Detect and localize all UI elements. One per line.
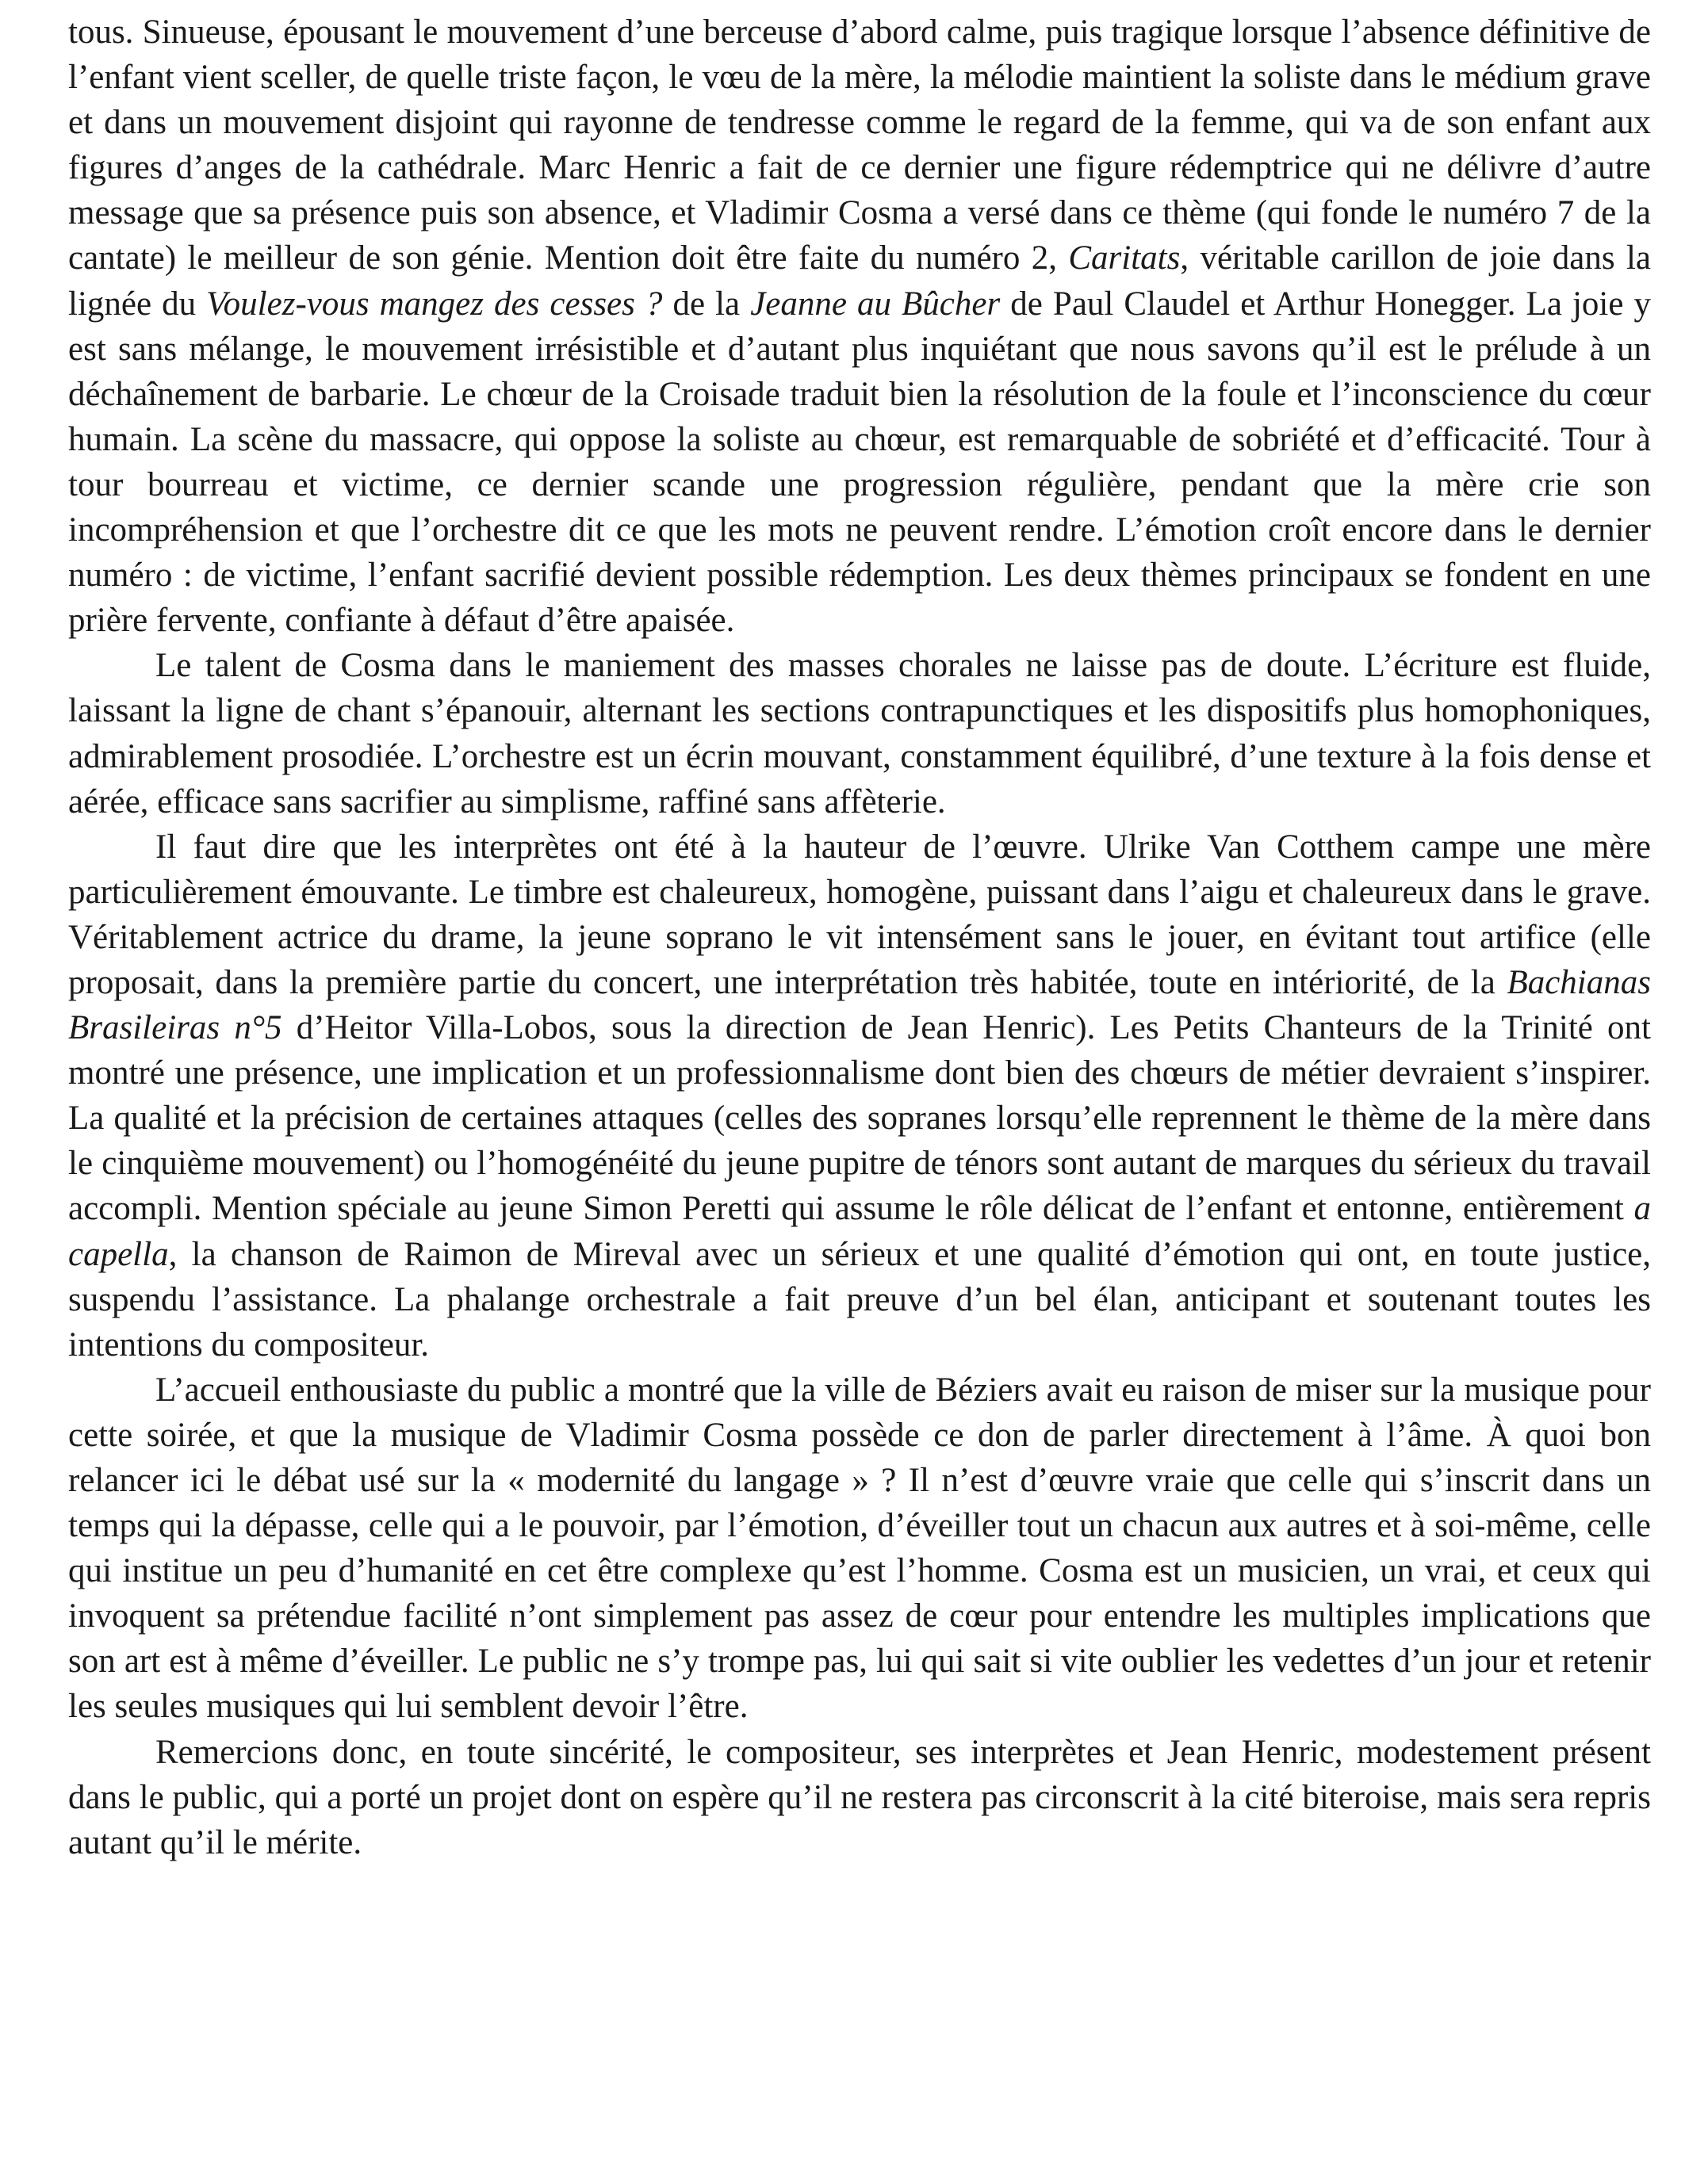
text-segment: d’Heitor Villa-Lobos, sous la direction de Jean Henric). Les Petits Chanteurs de la Trinité ont montré une présence, une implication et un professionnalisme dont bien des chœurs de métier devraient s’inspirer. La qualité et la précision de certaines attaques (celles des sopranes lorsqu’elle reprennent le thème de la mère dans le cinquième mouvement) ou l’homogénéité du jeune pupitre de ténors sont autant de marques du sérieux du travail accompli. Mention spéciale au jeune Simon Peretti qui assume le rôle délicat de l’enfant et entonne, entièrement (68, 1009, 1651, 1228)
text-segment: Il faut dire que les interprètes ont été à la hauteur de l’œuvre. Ulrike Van Cotthem campe une mère particulièrement émouvante. Le timbre est chaleureux, homogène, puissant dans l’aigu et chaleureux dans le grave. Véritablement actrice du drame, la jeune soprano le vit intensément sans le jouer, en évitant tout artifice (elle proposait, dans la première partie du concert, une interprétation très habitée, toute en intériorité, de la (68, 828, 1651, 1001)
text-segment: tous. Sinueuse, épousant le mouvement d’une berceuse d’abord calme, puis tragique lorsque l’absence définitive de l’enfant vient sceller, de quelle triste façon, le vœu de la mère, la mélodie maintient la soliste dans le médium grave et dans un mouvement disjoint qui rayonne de tendresse comme le regard de la femme, qui va de son enfant aux figures d’anges de la cathédrale. Marc Henric a fait de ce dernier une figure rédemptrice qui ne délivre d’autre message que sa présence puis son absence, et Vladimir Cosma a versé dans ce thème (qui fonde le numéro 7 de la cantate) le meilleur de son génie. Mention doit être faite du numéro 2, (68, 13, 1651, 277)
paragraph (68, 824, 1651, 1367)
text-segment: de Paul Claudel et Arthur Honegger. La joie y est sans mélange, le mouvement irrésistible et d’autant plus inquiétant que nous savons qu’il est le prélude à un déchaînement de barbarie. Le chœur de la Croisade traduit bien la résolution de la foule et l’inconscience du cœur humain. La scène du massacre, qui oppose la soliste au chœur, est remarquable de sobriété et d’efficacité. Tour à tour bourreau et victime, ce dernier scande une progression régulière, pendant que la mère crie son incompréhension et que l’orchestre dit ce que les mots ne peuvent rendre. L’émotion croît encore dans le dernier numéro : de victime, l’enfant sacrifié devient possible rédemption. Les deux thèmes principaux se fondent en une prière fervente, confiante à défaut d’être apaisée. (68, 285, 1651, 640)
work-title: Bachianas Brasileiras n°5 (68, 963, 1651, 1047)
text-segment: de la (662, 285, 751, 323)
text-segment: , la chanson de Raimon de Mireval avec un sérieux et une qualité d’émotion qui ont, en toute justice, suspendu l’assistance. La phalange orchestrale a fait preuve d’un bel élan, anticipant et soutenant toutes les intentions du compositeur. (68, 1235, 1651, 1364)
article-body (68, 10, 1651, 1865)
paragraph (68, 1730, 1651, 1865)
paragraph (68, 10, 1651, 643)
work-title: Voulez-vous mangez des cesses ? (206, 285, 663, 323)
italic-term: a capella (68, 1190, 1651, 1273)
paragraph (68, 643, 1651, 824)
paragraph (68, 1367, 1651, 1730)
text-segment: Remercions donc, en toute sincérité, le compositeur, ses interprètes et Jean Henric, modestement présent dans le public, qui a porté un projet dont on espère qu’il ne restera pas circonscrit à la cité biteroise, mais sera repris autant qu’il le mérite. (68, 1733, 1651, 1861)
work-title: Jeanne au Bûcher (750, 285, 1001, 323)
text-segment: Le talent de Cosma dans le maniement des masses chorales ne laisse pas de doute. L’écriture est fluide, laissant la ligne de chant s’épanouir, alternant les sections contrapunctiques et les dispositifs plus homophoniques, admirablement prosodiée. L’orchestre est un écrin mouvant, constamment équilibré, d’une texture à la fois dense et aérée, efficace sans sacrifier au simplisme, raffiné sans affèterie. (68, 647, 1651, 820)
work-title: Caritats (1068, 239, 1181, 277)
text-segment: L’accueil enthousiaste du public a montré que la ville de Béziers avait eu raison de miser sur la musique pour cette soirée, et que la musique de Vladimir Cosma possède ce don de parler directement à l’âme. À quoi bon relancer ici le débat usé sur la « modernité du langage » ? Il n’est d’œuvre vraie que celle qui s’inscrit dans un temps qui la dépasse, celle qui a le pouvoir, par l’émotion, d’éveiller tout un chacun aux autres et à soi-même, celle qui institue un peu d’humanité en cet être complexe qu’est l’homme. Cosma est un musicien, un vrai, et ceux qui invoquent sa prétendue facilité n’ont simplement pas assez de cœur pour entendre les multiples implications que son art est à même d’éveiller. Le public ne s’y trompe pas, lui qui sait si vite oublier les vedettes d’un jour et retenir les seules musiques qui lui semblent devoir l’être. (68, 1371, 1651, 1726)
text-segment: , véritable carillon de joie dans la lignée du (68, 239, 1651, 323)
